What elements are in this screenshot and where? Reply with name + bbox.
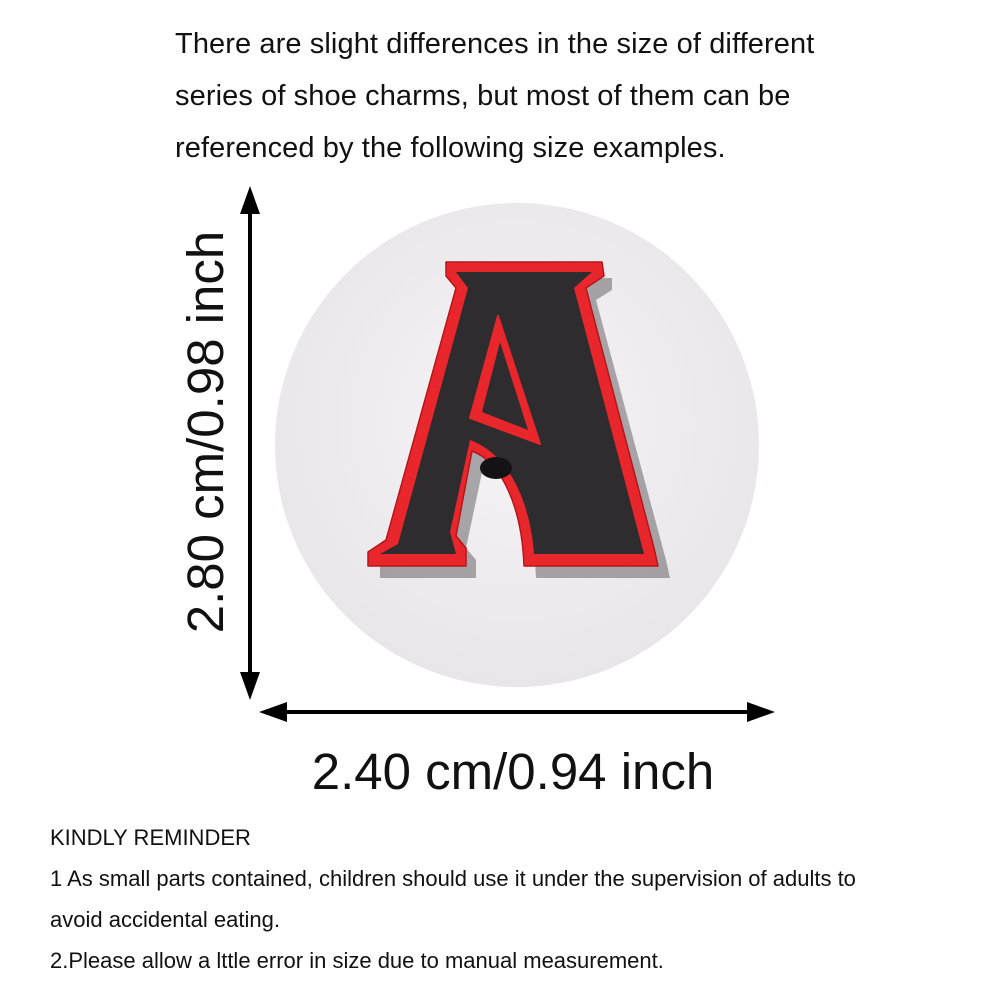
height-dimension-arrow bbox=[240, 186, 260, 700]
intro-line: There are slight differences in the size of different bbox=[175, 28, 815, 60]
width-dimension-arrow bbox=[259, 702, 775, 722]
intro-line: series of shoe charms, but most of them can be bbox=[175, 80, 791, 112]
intro-line: referenced by the following size examples. bbox=[175, 132, 726, 164]
width-dimension-label: 2.40 cm/0.94 inch bbox=[311, 743, 715, 800]
reminder-line: 2.Please allow a lttle error in size due to manual measurement. bbox=[50, 948, 664, 973]
height-label-text: 2.80 cm/0.98 inch bbox=[177, 230, 234, 634]
reminder-heading: KINDLY REMINDER bbox=[50, 825, 251, 850]
kindly-reminder bbox=[50, 818, 970, 981]
reminder-line: avoid accidental eating. bbox=[50, 907, 280, 932]
reminder-line: 1 As small parts contained, children should use it under the supervision of adults to bbox=[50, 866, 856, 891]
